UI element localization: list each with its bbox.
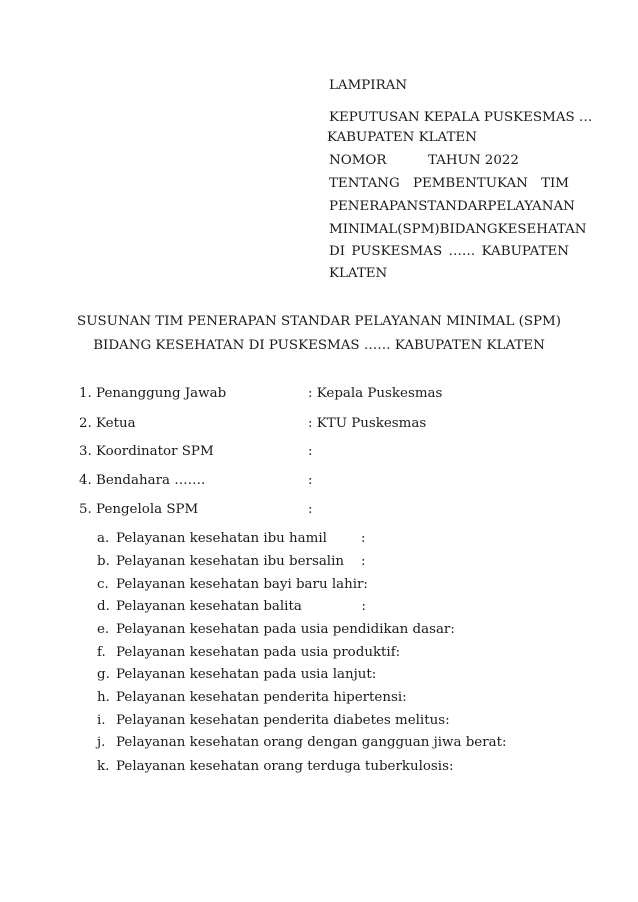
- word: STANDAR: [418, 199, 488, 214]
- service-item: [97, 599, 366, 615]
- service-letter: e.: [97, 622, 110, 637]
- role-value: :: [308, 473, 313, 488]
- service-item: [97, 759, 453, 775]
- word: DI: [329, 244, 346, 259]
- role-label: 5. Pengelola SPM: [79, 502, 199, 517]
- nomor-label: NOMOR: [329, 153, 387, 168]
- role-label: 3. Koordinator SPM: [79, 444, 214, 459]
- service-letter: j.: [97, 735, 106, 750]
- word: TENTANG: [329, 176, 400, 191]
- word: ……: [448, 244, 476, 259]
- service-text: Pelayanan kesehatan pada usia lanjut:: [116, 667, 377, 682]
- service-item: [97, 531, 366, 547]
- title-line-2: BIDANG KESEHATAN DI PUSKESMAS …… KABUPATEN KLATEN: [93, 338, 545, 353]
- word: KABUPATEN: [481, 244, 569, 259]
- service-text: Pelayanan kesehatan pada usia pendidikan dasar:: [116, 622, 455, 637]
- kabupaten-line: KABUPATEN KLATEN: [327, 130, 477, 145]
- word: PELAYANAN: [487, 199, 575, 214]
- puskesmas-line: [329, 244, 569, 260]
- word: PUSKESMAS: [351, 244, 443, 259]
- service-letter: b.: [97, 554, 110, 569]
- service-text: Pelayanan kesehatan orang terduga tuberkulosis:: [116, 759, 454, 774]
- title-line-1: SUSUNAN TIM PENERAPAN STANDAR PELAYANAN MINIMAL (SPM): [77, 314, 561, 329]
- service-letter: c.: [97, 577, 109, 592]
- service-text: Pelayanan kesehatan penderita hipertensi:: [116, 690, 407, 705]
- service-item: [97, 622, 455, 638]
- word: PEMBENTUKAN: [412, 176, 528, 191]
- lampiran-label: LAMPIRAN: [329, 78, 408, 93]
- service-letter: i.: [97, 713, 106, 728]
- tentang-line: [329, 176, 569, 192]
- service-text: Pelayanan kesehatan pada usia produktif:: [116, 645, 401, 660]
- service-text: Pelayanan kesehatan penderita diabetes melitus:: [116, 713, 450, 728]
- role-label: 4. Bendahara …….: [79, 473, 206, 488]
- penerapan-line: [329, 199, 575, 215]
- role-row: [79, 416, 427, 432]
- role-value: :: [308, 502, 313, 517]
- service-item: [97, 577, 368, 593]
- service-letter: g.: [97, 667, 110, 682]
- service-text: Pelayanan kesehatan ibu hamil :: [116, 531, 366, 546]
- klaten-line: KLATEN: [329, 266, 388, 281]
- service-item: [97, 645, 400, 661]
- service-letter: a.: [97, 531, 110, 546]
- word: MINIMAL: [329, 222, 398, 237]
- keputusan-line: KEPUTUSAN KEPALA PUSKESMAS …: [329, 110, 593, 125]
- role-label: 2. Ketua: [79, 416, 136, 431]
- minimal-line: [329, 222, 587, 238]
- role-row: [79, 473, 313, 489]
- word: (SPM): [397, 222, 440, 237]
- service-letter: d.: [97, 599, 110, 614]
- tahun-label: TAHUN 2022: [428, 153, 519, 168]
- service-item: [97, 735, 507, 751]
- service-text: Pelayanan kesehatan balita :: [116, 599, 366, 614]
- service-text: Pelayanan kesehatan bayi baru lahir:: [116, 577, 368, 592]
- word: BIDANG: [439, 222, 498, 237]
- service-text: Pelayanan kesehatan ibu bersalin :: [116, 554, 366, 569]
- service-text: Pelayanan kesehatan orang dengan gangguan jiwa berat:: [116, 735, 507, 750]
- nomor-line: [329, 153, 569, 169]
- service-item: [97, 667, 376, 683]
- role-row: [79, 502, 313, 518]
- word: KESEHATAN: [497, 222, 587, 237]
- role-value: :: [308, 444, 313, 459]
- service-letter: f.: [97, 645, 106, 660]
- service-item: [97, 554, 366, 570]
- service-item: [97, 690, 407, 706]
- role-row: [79, 386, 443, 402]
- role-label: 1. Penanggung Jawab: [79, 386, 227, 401]
- word: PENERAPAN: [329, 199, 419, 214]
- role-value: : KTU Puskesmas: [308, 416, 427, 431]
- service-letter: h.: [97, 690, 110, 705]
- word: TIM: [541, 176, 569, 191]
- role-row: [79, 444, 313, 460]
- service-item: [97, 713, 450, 729]
- service-letter: k.: [97, 759, 110, 774]
- role-value: : Kepala Puskesmas: [308, 386, 443, 401]
